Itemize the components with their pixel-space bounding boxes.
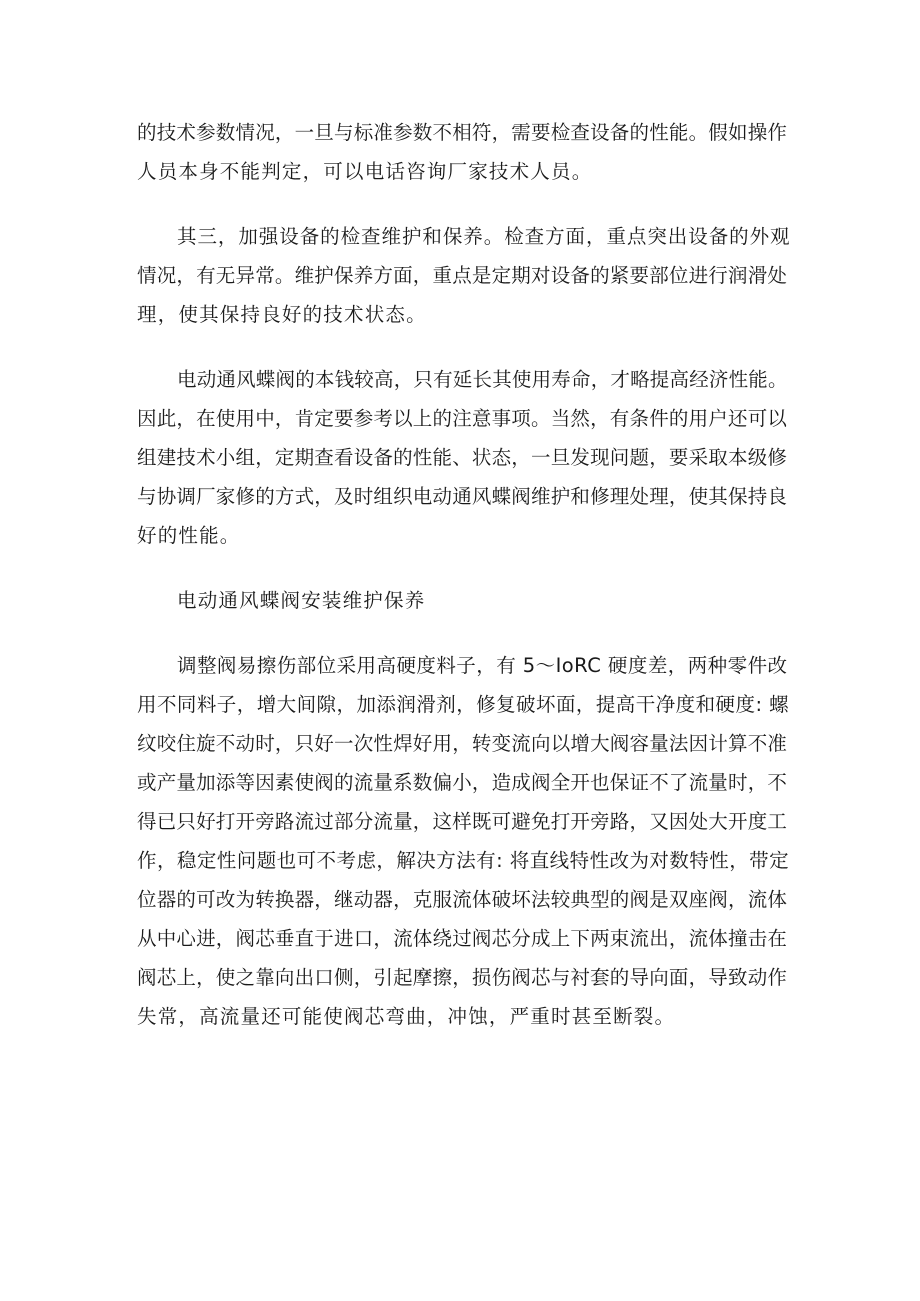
- text-line: 理，使其保持良好的技术状态。: [137, 303, 427, 326]
- text-line: 好的性能。: [137, 524, 241, 547]
- text-line: 纹咬住旋不动时，只好一次性焊好用，转变流向以增大阀容量法因计算不准: [137, 732, 788, 755]
- text-line: 因此，在使用中，肯定要参考以上的注意事项。当然，有条件的用户还可以: [137, 407, 788, 430]
- heading-text: 电动通风蝶阀安装维护保养: [177, 589, 426, 612]
- text-line: 位器的可改为转换器，继动器，克服流体破坏法较典型的阀是双座阀，流体: [137, 888, 788, 911]
- text-line: 电动通风蝶阀的本钱较高，只有延长其使用寿命，才略提高经济性能。: [177, 368, 788, 391]
- text-line: 组建技术小组，定期查看设备的性能、状态，一旦发现问题，要采取本级修: [137, 446, 788, 469]
- text-line: 用不同料子，增大间隙，加添润滑剂，修复破坏面，提高干净度和硬度: 螺: [137, 693, 790, 716]
- document-body: [137, 113, 793, 1062]
- text-line: 其三，加强设备的检查维护和保养。检查方面，重点突出设备的外观: [177, 225, 791, 248]
- text-line: 的技术参数情况，一旦与标准参数不相符，需要检查设备的性能。假如操作: [137, 121, 788, 144]
- text-line: 失常，高流量还可能使阀芯弯曲，冲蚀，严重时甚至断裂。: [137, 1005, 676, 1028]
- text-line: 阀芯上，使之靠向出口侧，引起摩擦，损伤阀芯与衬套的导向面，导致动作: [137, 966, 788, 989]
- text-line: 或产量加添等因素使阀的流量系数偏小，造成阀全开也保证不了流量时，不: [137, 771, 788, 794]
- paragraph-technical-parameters: [137, 113, 793, 191]
- text-line: 情况，有无异常。维护保养方面，重点是定期对设备的紧要部位进行润滑处: [137, 264, 788, 287]
- text-line: 得已只好打开旁路流过部分流量，这样既可避免打开旁路，又因处大开度工: [137, 810, 788, 833]
- text-line: 人员本身不能判定，可以电话咨询厂家技术人员。: [137, 160, 593, 183]
- text-line: 与协调厂家修的方式，及时组织电动通风蝶阀维护和修理处理，使其保持良: [137, 485, 788, 508]
- paragraph-valve-adjustment: [137, 646, 793, 1036]
- text-line: 调整阀易擦伤部位采用高硬度料子，有 5〜IoRC 硬度差，两种零件改: [177, 654, 788, 677]
- text-line: 从中心进，阀芯垂直于进口，流体绕过阀芯分成上下两束流出，流体撞击在: [137, 927, 788, 950]
- text-line: 作，稳定性问题也可不考虑，解决方法有: 将直线特性改为对数特性，带定: [137, 849, 790, 872]
- paragraph-inspection-maintenance: [137, 217, 793, 334]
- section-heading: [137, 581, 793, 620]
- paragraph-cost-and-lifetime: [137, 360, 793, 555]
